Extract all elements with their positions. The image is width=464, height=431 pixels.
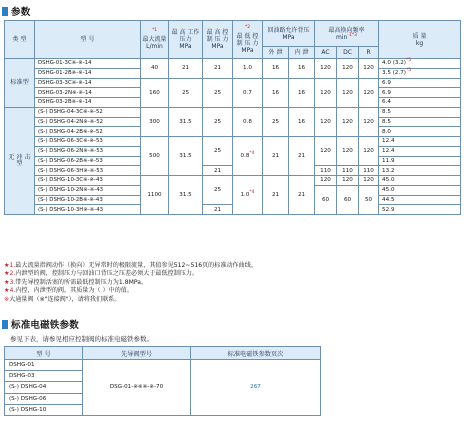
- mass-cell: 45.0: [379, 176, 461, 186]
- mass-cell: 3.5 $(2.7)^{*5}$: [379, 68, 461, 78]
- header-back-pressure: 回油路允许背压 MPa: [263, 21, 315, 47]
- model-cell: DSHG-03-2N※-※-14: [35, 88, 141, 98]
- section-heading-solenoid: [2, 318, 79, 330]
- footnote: ★3.带先导控制活塞的所需最低控制压力为1.8MPa。: [4, 278, 148, 286]
- group-shockless: 无 冲 击 型: [5, 107, 35, 214]
- min-pilot-cell: 1.0: [233, 59, 263, 79]
- section-lead-text: 参见下表，请参见相应控制阀的标准电磁铁参数。: [10, 335, 153, 343]
- model-cell: DSHG-03-3C※-※-14: [35, 78, 141, 88]
- mass-cell: 8.5: [379, 107, 461, 117]
- model-cell: (S-) DSHG-06-2B※-※-53: [35, 156, 141, 166]
- header-external-drain: 外 泄: [263, 47, 289, 59]
- footnotes: [4, 262, 460, 304]
- work-pressure-cell: 21: [169, 59, 203, 79]
- model-cell: (S-) DSHG-10-3H※-※-43: [35, 205, 141, 215]
- mass-cell: 6.9: [379, 78, 461, 88]
- dc-cell: 120: [337, 78, 359, 107]
- page-link[interactable]: 267: [191, 360, 321, 416]
- int-cell: 16: [289, 59, 315, 79]
- model-cell: DSHG-01-3C※-※-14: [35, 59, 141, 69]
- dc-cell: 60: [337, 185, 359, 214]
- header-dc: DC: [337, 47, 359, 59]
- model-cell: (S-) DSHG-04: [5, 382, 83, 393]
- mass-cell: 12.4: [379, 137, 461, 147]
- r-cell: 120: [359, 107, 379, 136]
- footnote: ※大通量阀（※"连接阀"），请将我们联系。: [4, 295, 121, 303]
- table-row: [5, 78, 461, 88]
- ac-cell: 120: [315, 107, 337, 136]
- header-ac: AC: [315, 47, 337, 59]
- pilot-pressure-cell: 25: [203, 78, 233, 107]
- min-pilot-cell: 0.8: [233, 107, 263, 136]
- flow-cell: 500: [141, 137, 169, 176]
- ac-cell: 120: [315, 176, 337, 186]
- header-model: 型 号: [5, 347, 83, 360]
- mass-cell: 13.2: [379, 166, 461, 176]
- int-cell: 16: [289, 107, 315, 136]
- model-cell: (S-) DSHG-04-2B※-※-52: [35, 127, 141, 137]
- r-cell: 110: [359, 166, 379, 176]
- header-min-pilot-pressure: $^{*2}$ 最 低 控 制 压 力 MPa: [233, 21, 263, 59]
- ac-cell: 120: [315, 137, 337, 166]
- model-cell: (S-) DSHG-10-3C※-※-43: [35, 176, 141, 186]
- header-r: R: [359, 47, 379, 59]
- model-cell: (S-) DSHG-06-2N※-※-53: [35, 146, 141, 156]
- pilot-pressure-cell: 25: [203, 176, 233, 205]
- table-row: [5, 107, 461, 117]
- group-standard: 标准型: [5, 59, 35, 108]
- work-pressure-cell: 31.5: [169, 137, 203, 176]
- pilot-pressure-cell: 25: [203, 137, 233, 166]
- r-cell: 50: [359, 185, 379, 214]
- section-heading-params: [2, 5, 30, 17]
- flow-cell: 1100: [141, 176, 169, 215]
- model-cell: (S-) DSHG-04-3C※-※-52: [35, 107, 141, 117]
- mass-cell: 8.5: [379, 117, 461, 127]
- footnote: ★4.内控，内泄型的阀，其质量为（ ）中的值。: [4, 287, 133, 295]
- dc-cell: 120: [337, 59, 359, 79]
- dc-cell: 120: [337, 137, 359, 166]
- mass-cell: 12.4: [379, 146, 461, 156]
- mass-cell: 11.9: [379, 156, 461, 166]
- work-pressure-cell: 31.5: [169, 176, 203, 215]
- ext-cell: 16: [263, 59, 289, 79]
- ext-cell: 21: [263, 137, 289, 176]
- ext-cell: 25: [263, 107, 289, 136]
- footnote: ★2.内泄型的阀，控制压力与回油口背压之压差必须大于最低控制压力。: [4, 270, 199, 278]
- mass-cell: 44.5: [379, 195, 461, 205]
- footnote: ★1.最大流量指阀动作（换向）无异常时的极限流量，其值参见512~516页的标准动作曲线。: [4, 262, 257, 269]
- pilot-model-cell: DSG-01-※※※-※-70: [83, 360, 191, 416]
- header-type: 类 型: [5, 21, 35, 59]
- solenoid-ref-table: [4, 346, 321, 416]
- flow-cell: 300: [141, 107, 169, 136]
- r-cell: 120: [359, 137, 379, 166]
- pilot-pressure-cell: 21: [203, 59, 233, 79]
- table-row: [5, 59, 461, 69]
- header-internal-drain: 内 泄: [289, 47, 315, 59]
- flow-cell: 40: [141, 59, 169, 79]
- dc-cell: 120: [337, 176, 359, 186]
- header-pilot-pressure: 最 高 控 制 压 力 MPa: [203, 21, 233, 59]
- mass-cell: 45.0: [379, 185, 461, 195]
- section-title: 标准电磁铁参数: [11, 320, 79, 331]
- ac-cell: 120: [315, 78, 337, 107]
- ac-cell: 110: [315, 166, 337, 176]
- header-page: 标准电磁铁参数页次: [191, 347, 321, 360]
- flow-cell: 160: [141, 78, 169, 107]
- ac-cell: 60: [315, 185, 337, 214]
- pilot-pressure-cell: 21: [203, 166, 233, 176]
- header-switch-frequency: 最高换向频率 $\min^{-1*3}$: [315, 21, 379, 47]
- int-cell: 21: [289, 137, 315, 176]
- model-cell: DSHG-03-2B※-※-14: [35, 98, 141, 108]
- table-row: [5, 360, 321, 371]
- model-cell: DSHG-01-2B※-※-14: [35, 68, 141, 78]
- section-marker-icon: [2, 320, 8, 329]
- ext-cell: 16: [263, 78, 289, 107]
- work-pressure-cell: 31.5: [169, 107, 203, 136]
- work-pressure-cell: 25: [169, 78, 203, 107]
- section-title: 参数: [11, 7, 31, 18]
- table-row: [5, 176, 461, 186]
- model-cell: (S-) DSHG-06-3C※-※-53: [35, 137, 141, 147]
- ext-cell: 21: [263, 176, 289, 215]
- mass-cell: 4.0 $(3.2)^{*5}$: [379, 59, 461, 69]
- model-cell: (S-) DSHG-10-2B※-※-43: [35, 195, 141, 205]
- model-cell: (S-) DSHG-04-2N※-※-52: [35, 117, 141, 127]
- dc-cell: 120: [337, 107, 359, 136]
- model-cell: (S-) DSHG-06: [5, 393, 83, 404]
- int-cell: 16: [289, 78, 315, 107]
- r-cell: 120: [359, 176, 379, 186]
- mass-cell: 6.9: [379, 88, 461, 98]
- pilot-pressure-cell: 25: [203, 107, 233, 136]
- model-cell: DSHG-01: [5, 360, 83, 371]
- mass-cell: 6.4: [379, 98, 461, 108]
- min-pilot-cell: 1.0$^{*4}$: [233, 176, 263, 215]
- header-max-flow: $^{*1}$ 最大流量 L/min: [141, 21, 169, 59]
- section-marker-icon: [2, 7, 8, 16]
- r-cell: 120: [359, 59, 379, 79]
- mass-cell: 52.9: [379, 205, 461, 215]
- model-cell: DSHG-03: [5, 371, 83, 382]
- int-cell: 21: [289, 176, 315, 215]
- mass-cell: 8.0: [379, 127, 461, 137]
- model-cell: (S-) DSHG-10: [5, 404, 83, 415]
- header-mass: 质 量 kg: [379, 21, 461, 59]
- ac-cell: 120: [315, 59, 337, 79]
- min-pilot-cell: 0.8$^{*4}$: [233, 137, 263, 176]
- header-work-pressure: 最 高 工作压力 MPa: [169, 21, 203, 59]
- pilot-pressure-cell: 21: [203, 205, 233, 215]
- table-row: [5, 137, 461, 147]
- dc-cell: 110: [337, 166, 359, 176]
- header-pilot-model: 先导阀型号: [83, 347, 191, 360]
- r-cell: 120: [359, 78, 379, 107]
- spec-table: [4, 20, 461, 215]
- model-cell: (S-) DSHG-10-2N※-※-43: [35, 185, 141, 195]
- min-pilot-cell: 0.7: [233, 78, 263, 107]
- model-cell: (S-) DSHG-06-3H※-※-53: [35, 166, 141, 176]
- header-model: 型 号: [35, 21, 141, 59]
